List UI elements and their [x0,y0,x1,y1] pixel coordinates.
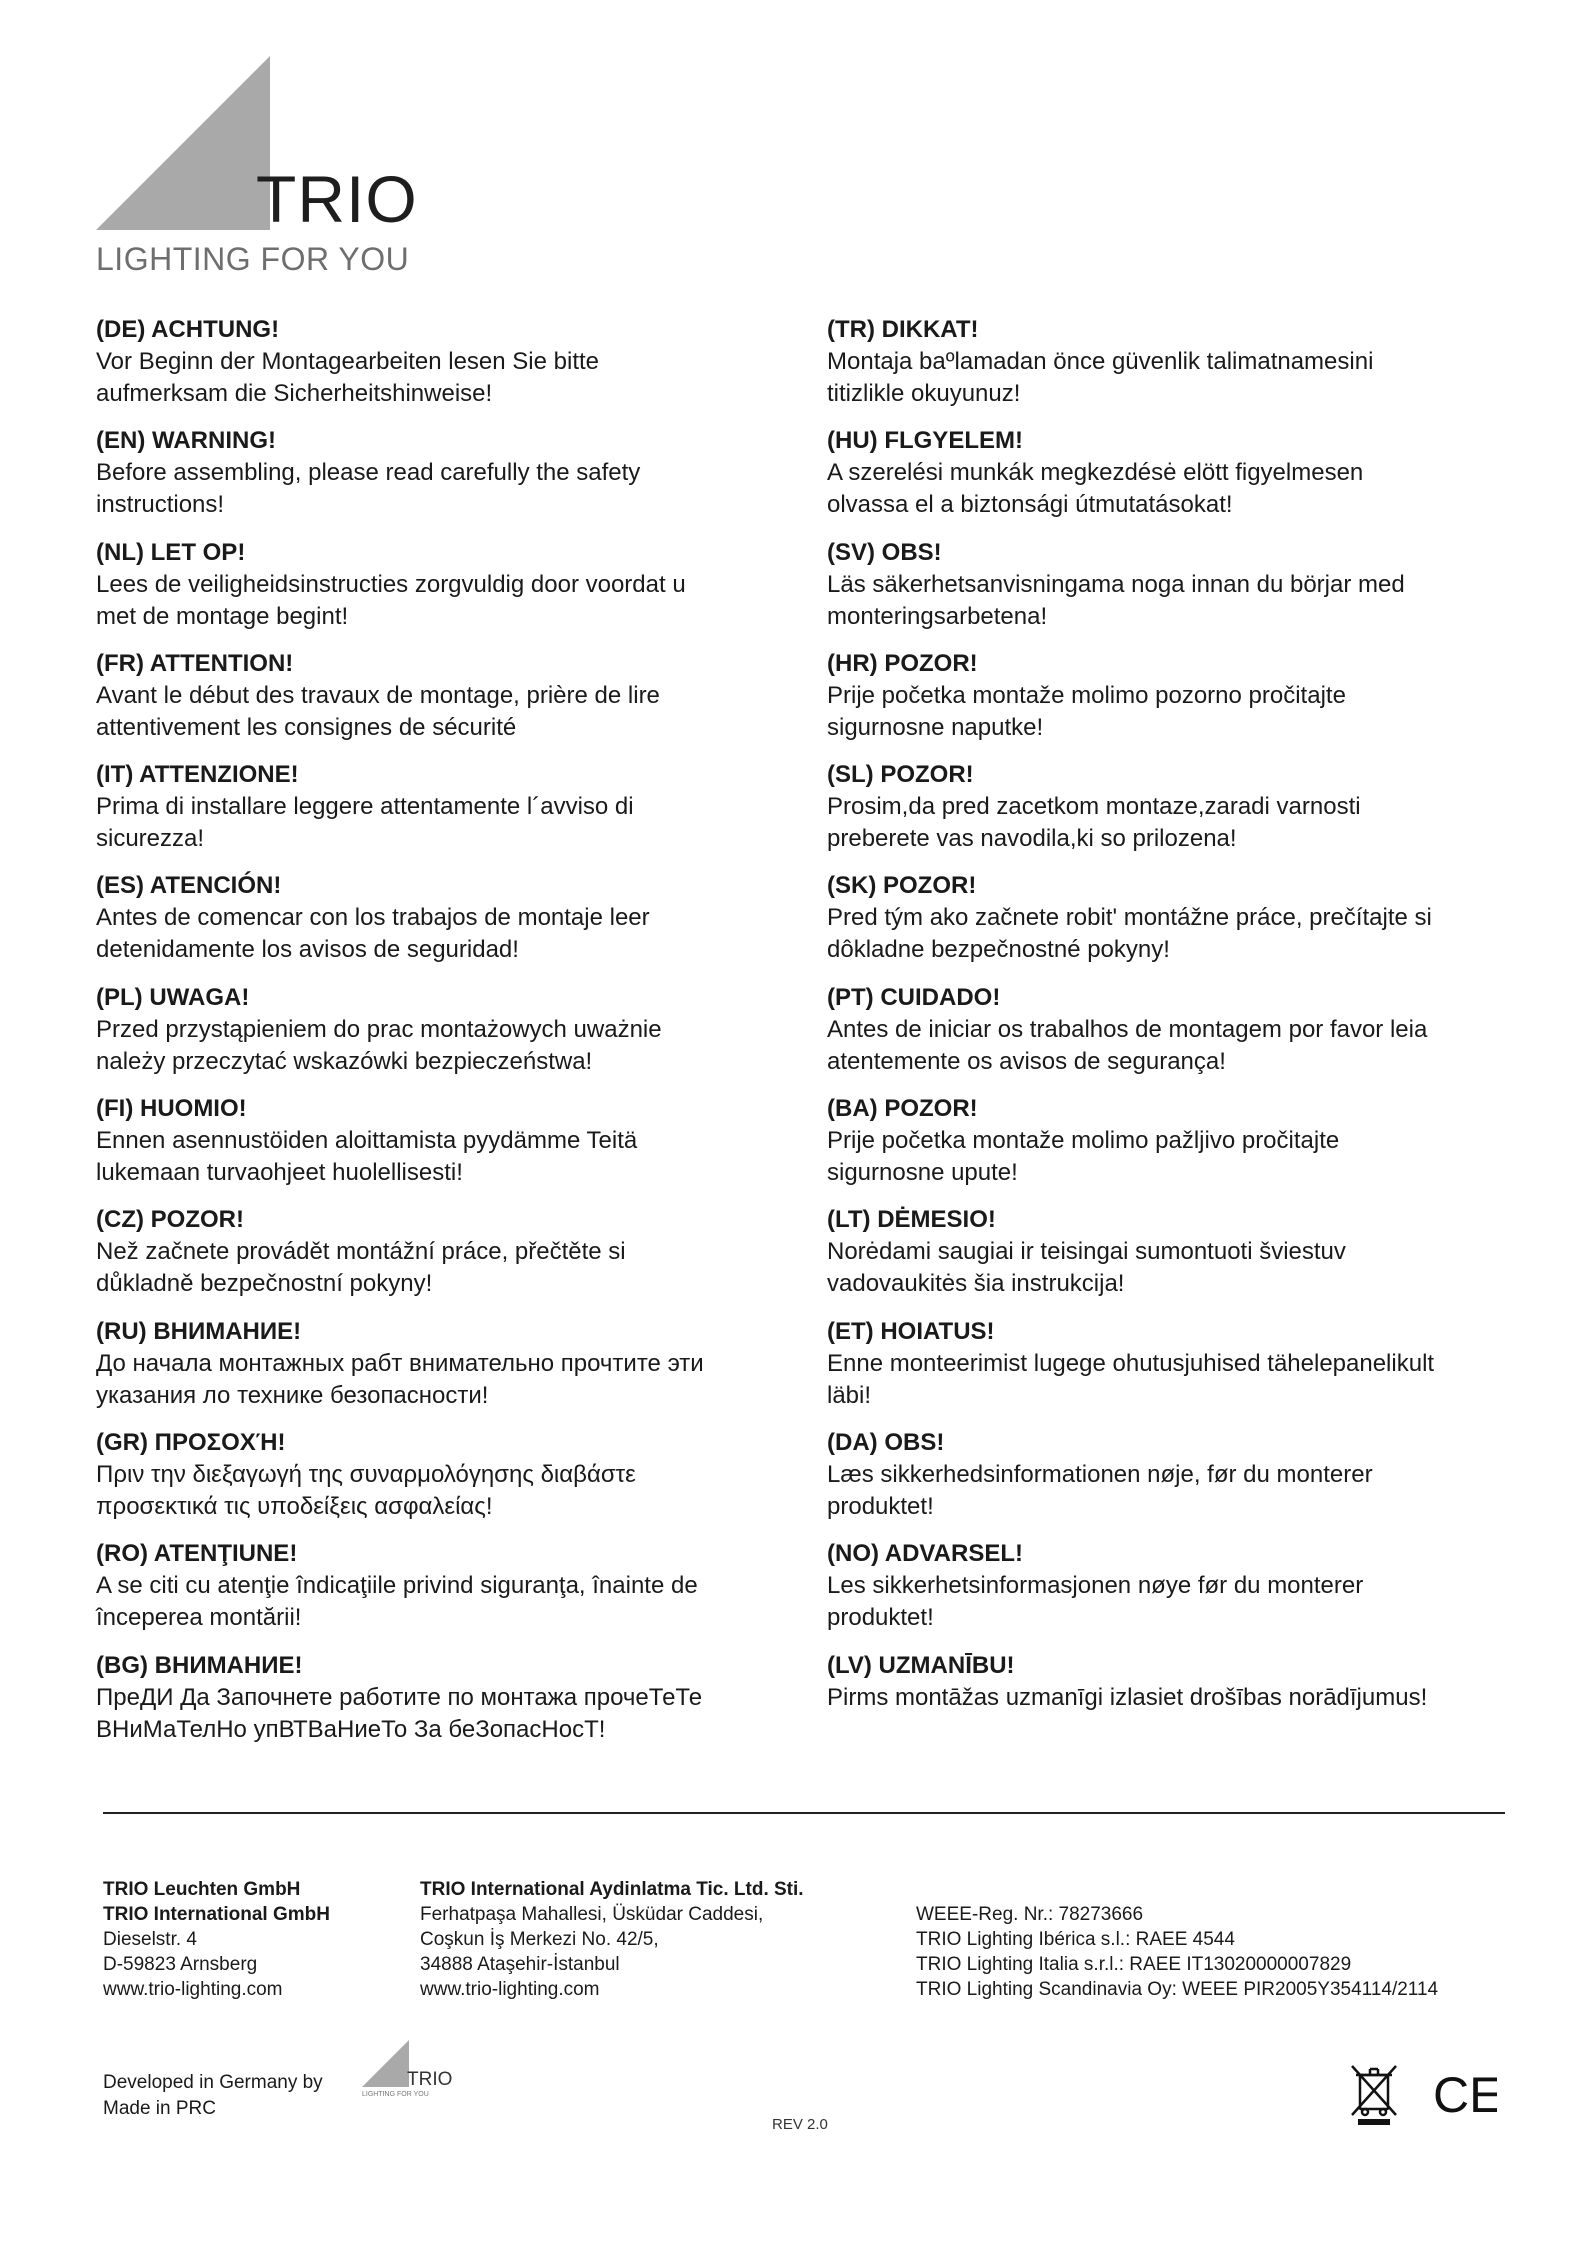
address-line: Coşkun İş Merkezi No. 42/5, [420,1929,659,1950]
warning-title: (HR) POZOR! [827,649,978,677]
developed-in-text: Developed in Germany by [103,2072,323,2093]
company-name: TRIO International Aydinlatma Tic. Ltd. Sti. [420,1879,804,1900]
warning-text-line: attentivement les consignes de sécurité [96,713,517,741]
warning-block [96,1204,796,1315]
warning-title: (BG) ВНИМАНИЕ! [96,1651,303,1679]
warning-text-line: Läs säkerhetsanvisningama noga innan du börjar med [827,570,1405,598]
warning-title: (SK) POZOR! [827,872,977,900]
warning-text-line: Læs sikkerhedsinformationen nøje, før du monterer [827,1460,1373,1488]
warning-title: (SL) POZOR! [827,761,974,789]
warning-text-line: προσεκτικά τις υποδείξεις ασφαλείας! [96,1492,493,1520]
warning-text-line: aufmerksam die Sicherheitshinweise! [96,380,493,407]
warning-block [96,1093,796,1204]
warning-text-line: sigurnosne naputke! [827,713,1044,741]
company-name: TRIO Leuchten GmbH [103,1879,301,1900]
ce-mark-text: CE [1433,2072,1497,2118]
warning-title: (FI) HUOMIO! [96,1095,247,1123]
warning-text-line: Πριν την διεξαγωγή της συναρμολόγησης διαβάστε [96,1460,636,1488]
warning-block [827,1316,1507,1427]
warning-block [96,982,796,1093]
address-city: D-59823 Arnsberg [103,1954,258,1975]
logo-brand: TRIO [256,162,418,236]
warning-block [96,1316,796,1427]
warning-text-line: instructions! [96,491,225,519]
warning-title: (DE) ACHTUNG! [96,316,280,343]
warning-text-line: atentemente os avisos de segurança! [827,1047,1226,1075]
warning-block [827,1538,1507,1649]
warnings-right-column [827,314,1507,1761]
weee-line: TRIO Lighting Ibérica s.l.: RAEE 4544 [916,1929,1235,1950]
origin-statement [103,2070,323,2122]
warning-text-line: met de montage begint! [96,602,349,630]
warning-block [96,1538,796,1649]
warning-block [96,1650,796,1761]
warning-block [827,1204,1507,1315]
weee-crossed-bin-icon [1346,2063,1402,2132]
weee-registrations [916,1902,1438,2002]
warning-block [827,870,1507,981]
address-turkey [420,1877,804,2002]
warning-title: (BA) POZOR! [827,1095,978,1123]
website-link[interactable]: www.trio-lighting.com [420,1979,600,2000]
address-street: Dieselstr. 4 [103,1929,197,1950]
warning-block [96,870,796,981]
ce-mark [1433,2072,1497,2123]
revision-label: REV 2.0 [772,2116,828,2133]
warning-text-line: důkladně bezpečnostní pokyny! [96,1270,433,1298]
warning-text-line: dôkladne bezpečnostné pokyny! [827,936,1170,964]
warning-title: (RU) ВНИМАНИЕ! [96,1317,302,1345]
warning-text-line: Prije početka montaže molimo pozorno pročitajte [827,681,1346,709]
warning-text-line: A se citi cu atenţie îndicaţiile privind siguranţa, înainte de [96,1572,698,1600]
warning-title: (LV) UZMANĪBU! [827,1651,1015,1679]
warning-title: (NO) ADVARSEL! [827,1540,1023,1568]
warning-block [827,1093,1507,1204]
warning-text-line: sicurezza! [96,825,205,853]
warning-block [827,314,1507,425]
weee-line: TRIO Lighting Scandinavia Oy: WEEE PIR2005Y354114/2114 [916,1979,1439,2000]
warning-title: (ET) HOIATUS! [827,1317,995,1345]
made-in-text: Made in PRC [103,2098,216,2119]
warning-text-line: Pirms montāžas uzmanīgi izlasiet drošības norādījumus! [827,1683,1428,1711]
warning-title: (CZ) POZOR! [96,1206,244,1234]
warning-text-line: Vor Beginn der Montagearbeiten lesen Sie bitte [96,348,600,375]
mini-logo-tagline: LIGHTING FOR YOU [362,2091,429,2098]
warning-title: (RO) ATENŢIUNE! [96,1540,298,1568]
warnings-left-column [96,314,796,1761]
warning-title: (PL) UWAGA! [96,983,250,1011]
warning-block [827,1650,1507,1761]
warning-block [827,982,1507,1093]
warning-title: (LT) DĖMESIO! [827,1206,996,1234]
warning-block [827,648,1507,759]
warning-title: (NL) LET OP! [96,538,246,566]
warning-text-line: produktet! [827,1492,934,1520]
warning-block [96,1427,796,1538]
warning-text-line: До начала монтажных рабт внимательно прочтите эти [96,1349,704,1377]
warning-text-line: lukemaan turvaohjeet huolellisesti! [96,1159,463,1187]
warning-title: (HU) FLGYELEM! [827,427,1023,455]
address-line: 34888 Ataşehir-İstanbul [420,1954,620,1975]
weee-line: TRIO Lighting Italia s.r.l.: RAEE IT13020000007829 [916,1954,1352,1975]
warning-block [96,314,796,425]
warning-text-line: Prije početka montaže molimo pažljivo pročitajte [827,1127,1340,1155]
warning-text-line: vadovaukitės šia instrukcija! [827,1270,1125,1298]
warning-block [96,759,796,870]
company-name: TRIO International GmbH [103,1904,330,1925]
warning-text-line: sigurnosne upute! [827,1159,1018,1187]
mini-logo-brand: TRIO [407,2069,453,2090]
warning-text-line: Pred tým ako začnete robit' montážne práce, prečítajte si [827,904,1432,932]
warning-title: (FR) ATTENTION! [96,649,294,677]
warning-text-line: produktet! [827,1604,934,1632]
warning-block [827,537,1507,648]
warning-text-line: ПреДИ Да Започнете работите по монтажа прочеТеТе [96,1683,703,1711]
address-line: Ferhatpaşa Mahallesi, Üsküdar Caddesi, [420,1904,764,1925]
warning-text-line: preberete vas navodila,ki so prilozena! [827,825,1237,853]
warning-text-line: Než začnete provádět montážní práce, přečtěte si [96,1238,626,1266]
warning-text-line: Prosim,da pred zacetkom montaze,zaradi varnosti [827,793,1361,821]
weee-line: WEEE-Reg. Nr.: 78273666 [916,1904,1144,1925]
warning-title: (EN) WARNING! [96,427,276,455]
warning-block [827,425,1507,536]
warning-text-line: Les sikkerhetsinformasjonen nøye før du monterer [827,1572,1364,1600]
warning-text-line: ВНиМаТелНо упВТВаНиеТо За беЗопасНосТ! [96,1715,606,1743]
warning-text-line: Before assembling, please read carefully the safety [96,459,641,487]
warning-block [96,537,796,648]
warning-text-line: Avant le début des travaux de montage, prière de lire [96,681,660,709]
warning-block [96,648,796,759]
trio-mini-logo [362,2040,462,2100]
warning-block [96,425,796,536]
warning-title: (IT) ATTENZIONE! [96,761,299,789]
warning-text-line: Antes de comencar con los trabajos de montaje leer [96,904,650,932]
warning-text-line: Ennen asennustöiden aloittamista pyydämme Teitä [96,1127,638,1155]
warning-text-line: A szerelési munkák megkezdésė elött figyelmesen [827,459,1364,487]
warning-title: (GR) ΠΡΟΣΟΧΉ! [96,1428,286,1456]
warning-text-line: detenidamente los avisos de seguridad! [96,936,519,964]
warning-text-line: Przed przystąpieniem do prac montażowych uważnie [96,1015,662,1043]
website-link[interactable]: www.trio-lighting.com [103,1979,283,2000]
logo-tagline: LIGHTING FOR YOU [96,241,410,277]
warning-title: (SV) OBS! [827,538,942,566]
warning-title: (DA) OBS! [827,1428,945,1456]
warning-text-line: Prima di installare leggere attentamente l´avviso di [96,793,634,821]
warning-block [827,759,1507,870]
warning-text-line: należy przeczytać wskazówki bezpieczeństwa! [96,1047,593,1075]
warning-text-line: monteringsarbetena! [827,602,1048,630]
address-germany [103,1877,330,2002]
warning-text-line: titizlikle okuyunuz! [827,380,1021,407]
trio-logo [96,56,416,276]
warning-title: (TR) DIKKAT! [827,316,979,343]
warning-text-line: Lees de veiligheidsinstructies zorgvuldig door voordat u [96,570,686,598]
warning-text-line: Montaja baºlamadan önce güvenlik talimatnamesini [827,348,1374,375]
warning-title: (ES) ATENCIÓN! [96,872,282,900]
warning-title: (PT) CUIDADO! [827,983,1001,1011]
warning-text-line: Antes de iniciar os trabalhos de montagem por favor leia [827,1015,1428,1043]
warning-text-line: läbi! [827,1381,872,1409]
warning-block [827,1427,1507,1538]
warning-text-line: указания ло технике безопасности! [96,1381,489,1409]
warning-text-line: olvassa el a biztonsági útmutatásokat! [827,491,1233,519]
warning-text-line: începerea montării! [96,1604,302,1632]
warning-text-line: Norėdami saugiai ir teisingai sumontuoti šviestuv [827,1238,1346,1266]
footer-divider [103,1812,1505,1814]
warning-text-line: Enne monteerimist lugege ohutusjuhised tähelepanelikult [827,1349,1435,1377]
